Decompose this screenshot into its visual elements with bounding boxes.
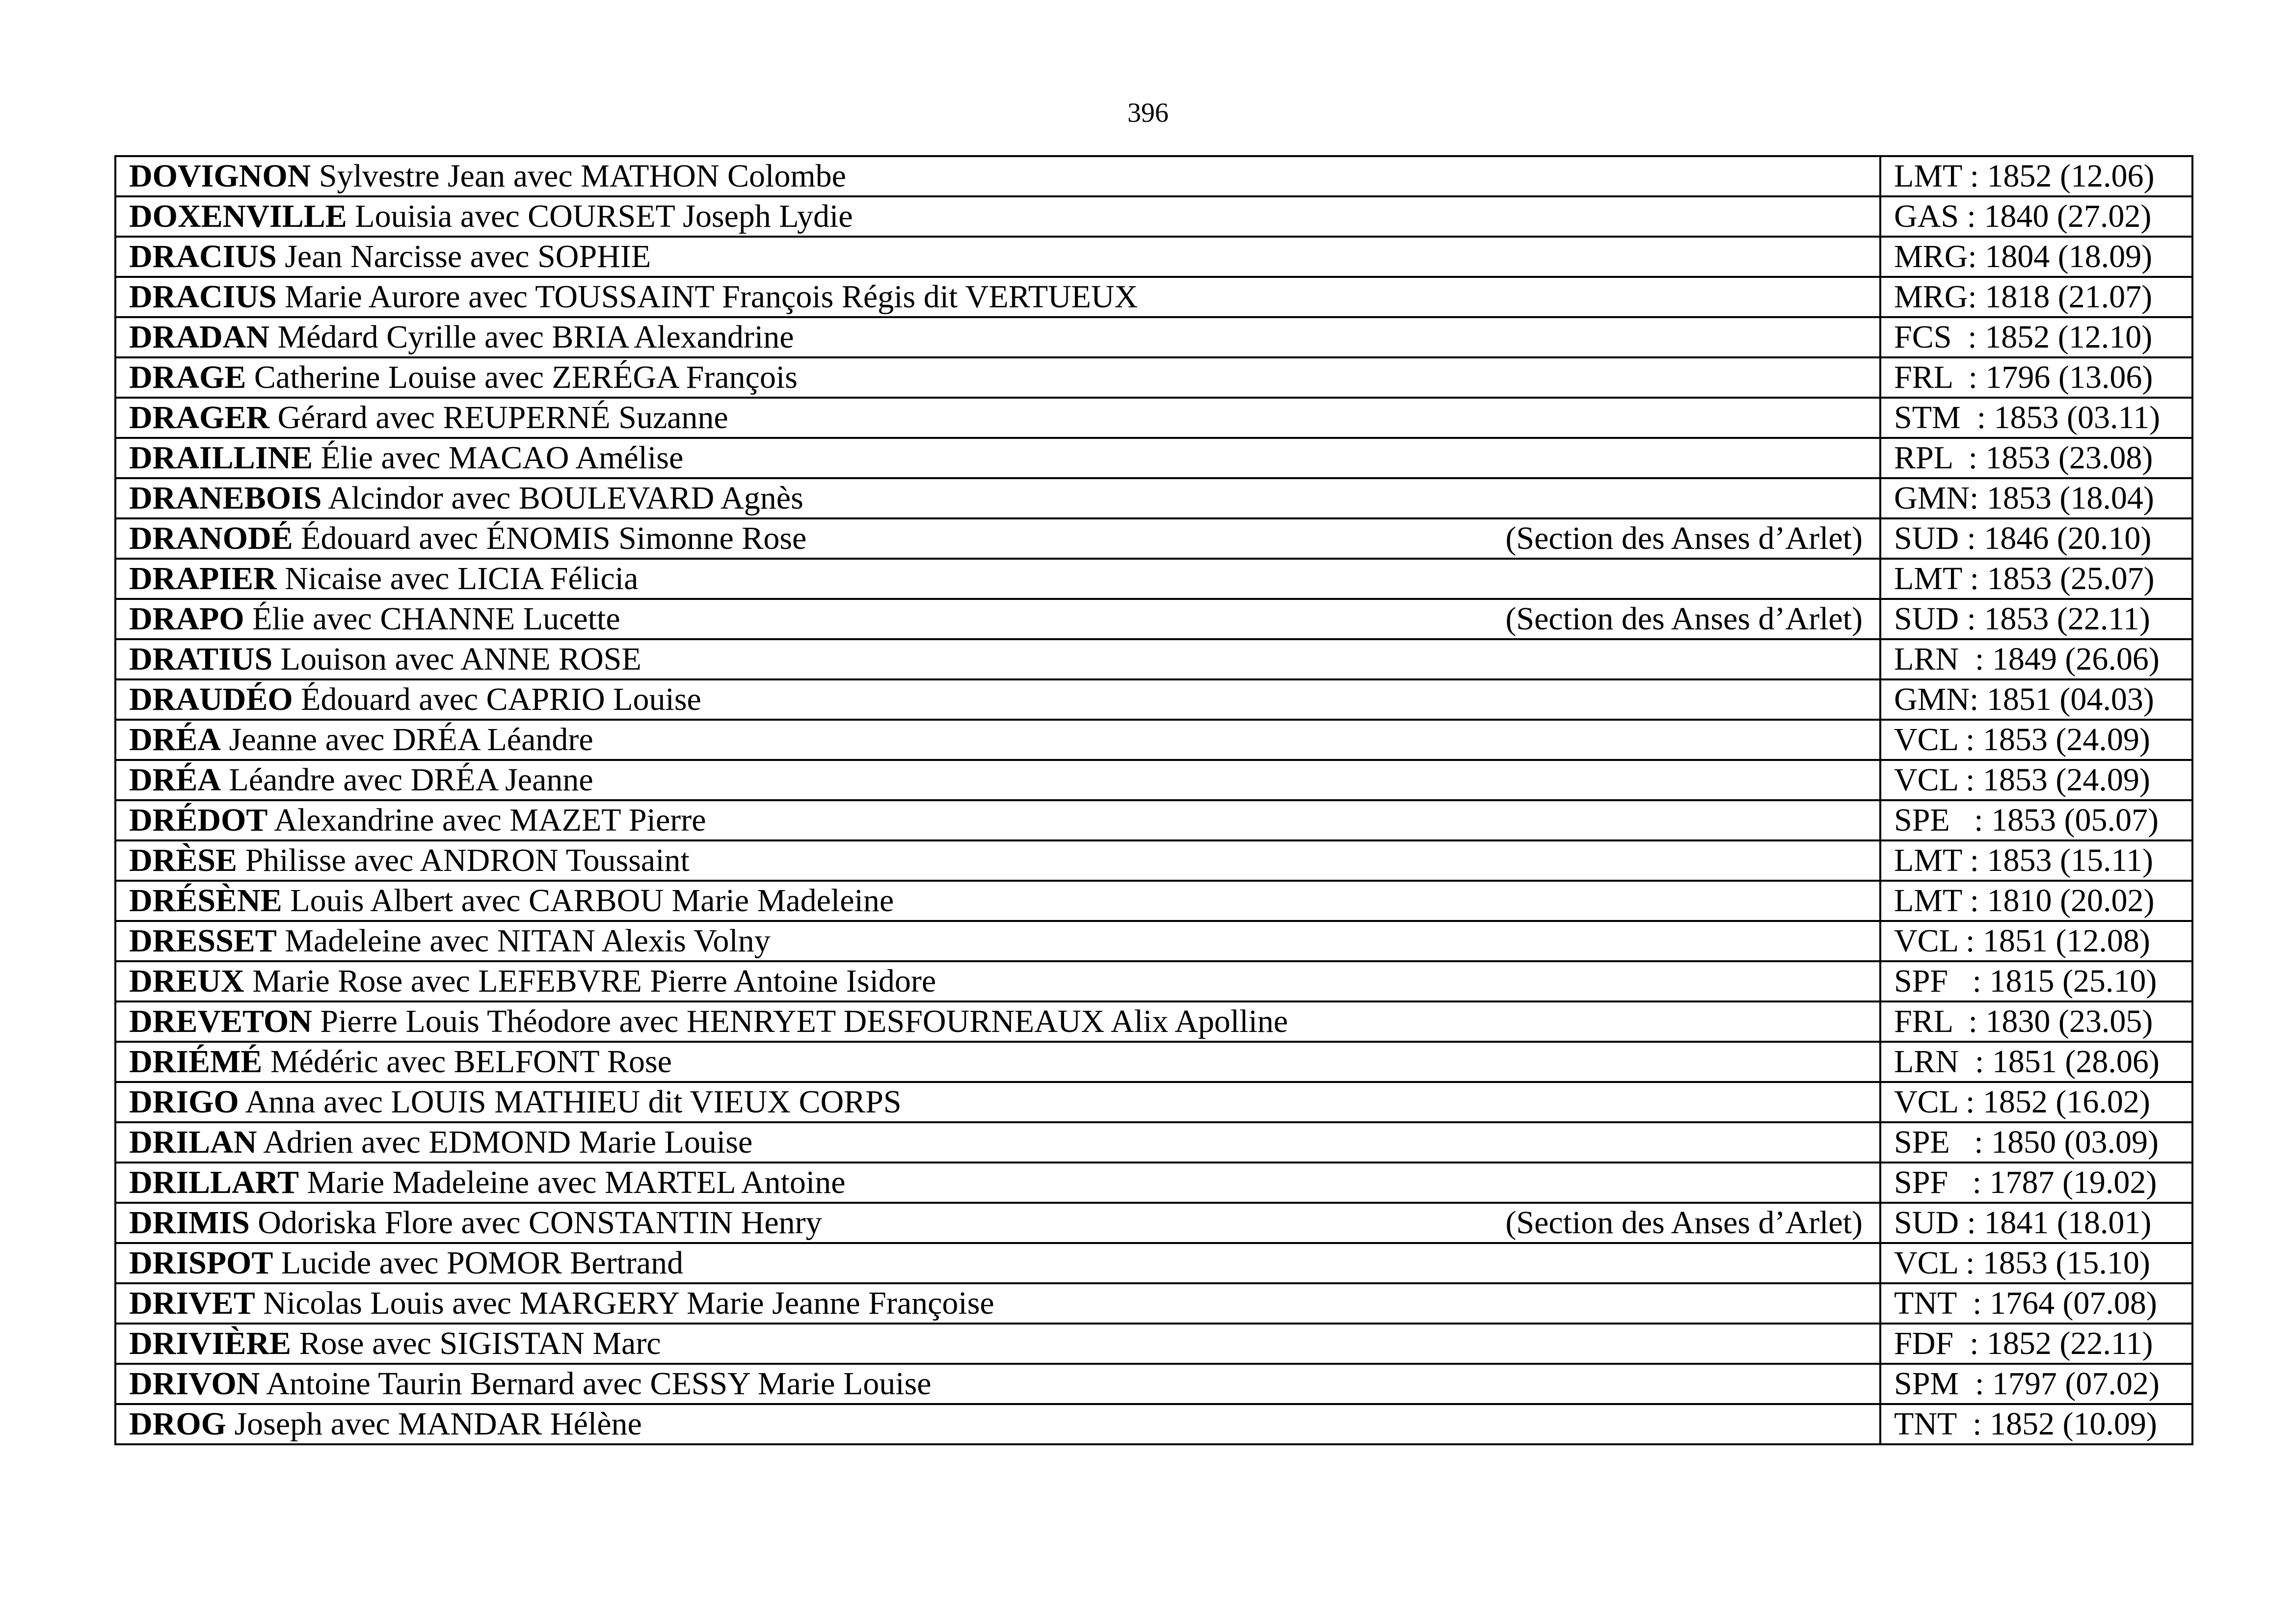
given-names-and-spouse: Rose avec SIGISTAN Marc: [291, 1325, 661, 1361]
parish-date-reference: SUD : 1846 (20.10): [1880, 518, 2192, 559]
given-names-and-spouse: Adrien avec EDMOND Marie Louise: [257, 1124, 753, 1160]
table-row: [115, 800, 2192, 840]
surname: DRAUDÉO: [129, 681, 293, 717]
couple-names-cell: [115, 398, 1880, 438]
given-names-and-spouse: Nicolas Louis avec MARGERY Marie Jeanne Françoise: [255, 1285, 994, 1321]
surname: DRIVIÈRE: [129, 1325, 292, 1361]
table-row: [115, 1364, 2192, 1404]
couple-names: [129, 1244, 1867, 1282]
surname: DRÈSE: [129, 842, 238, 878]
parish-date-reference: FRL : 1796 (13.06): [1880, 357, 2192, 398]
table-row: [115, 1283, 2192, 1324]
table-row: [115, 357, 2192, 398]
parish-date-reference: VCL : 1851 (12.08): [1880, 921, 2192, 961]
table-row: [115, 679, 2192, 720]
couple-names: [129, 319, 1867, 356]
table-row: [115, 277, 2192, 317]
surname: DOVIGNON: [129, 158, 311, 194]
parish-date-reference: SPE : 1853 (05.07): [1880, 800, 2192, 840]
couple-names: [129, 560, 1867, 597]
couple-text: [129, 1204, 822, 1242]
parish-date-reference: VCL : 1852 (16.02): [1880, 1082, 2192, 1122]
table-row: [115, 1203, 2192, 1243]
couple-text: [129, 1043, 672, 1081]
couple-names-cell: [115, 478, 1880, 518]
surname: DRAGER: [129, 400, 270, 435]
couple-names: [129, 399, 1867, 436]
couple-names: [129, 1003, 1867, 1040]
couple-text: [129, 600, 620, 638]
table-row: [115, 1404, 2192, 1444]
couple-names-cell: [115, 1324, 1880, 1364]
surname: DRILAN: [129, 1124, 257, 1160]
couple-names: [129, 1083, 1867, 1121]
parish-date-reference: FDF : 1852 (22.11): [1880, 1324, 2192, 1364]
surname: DRÉA: [129, 762, 221, 798]
given-names-and-spouse: Alcindor avec BOULEVARD Agnès: [321, 480, 803, 516]
parish-date-reference: LRN : 1849 (26.06): [1880, 639, 2192, 679]
couple-names: [129, 439, 1867, 477]
surname: DRADAN: [129, 319, 269, 355]
couple-names-cell: [115, 1001, 1880, 1042]
given-names-and-spouse: Joseph avec MANDAR Hélène: [226, 1406, 642, 1442]
given-names-and-spouse: Madeleine avec NITAN Alexis Volny: [276, 923, 771, 959]
table-row: [115, 921, 2192, 961]
surname: DRESSET: [129, 923, 277, 959]
surname: DREVETON: [129, 1003, 312, 1039]
given-names-and-spouse: Élie avec MACAO Amélise: [313, 440, 684, 476]
marriage-register-table: [114, 155, 2193, 1445]
given-names-and-spouse: Philisse avec ANDRON Toussaint: [237, 842, 690, 878]
table-row: [115, 1042, 2192, 1082]
parish-date-reference: MRG: 1818 (21.07): [1880, 277, 2192, 317]
couple-text: [129, 842, 690, 879]
table-row: [115, 1243, 2192, 1283]
couple-names: [129, 1406, 1867, 1443]
surname: DRIVET: [129, 1285, 255, 1321]
table-row: [115, 961, 2192, 1001]
given-names-and-spouse: Alexandrine avec MAZET Pierre: [267, 802, 706, 838]
couple-text: [129, 319, 794, 356]
couple-names: [129, 198, 1867, 235]
couple-names-cell: [115, 1364, 1880, 1404]
surname: DREUX: [129, 963, 244, 999]
table-row: [115, 478, 2192, 518]
given-names-and-spouse: Marie Madeleine avec MARTEL Antoine: [299, 1164, 846, 1200]
couple-text: [129, 1003, 1288, 1040]
given-names-and-spouse: Jeanne avec DRÉA Léandre: [221, 722, 593, 757]
couple-names: [129, 1124, 1867, 1161]
table-row: [115, 881, 2192, 921]
couple-names: [129, 520, 1867, 557]
surname: DRIVON: [129, 1366, 260, 1402]
table-row: [115, 156, 2192, 196]
couple-text: [129, 238, 651, 275]
couple-names-cell: [115, 156, 1880, 196]
surname: DRISPOT: [129, 1245, 273, 1281]
parish-date-reference: GMN: 1851 (04.03): [1880, 679, 2192, 720]
table-row: [115, 760, 2192, 800]
couple-text: [129, 1365, 932, 1403]
surname: DRILLART: [129, 1164, 299, 1200]
table-row: [115, 398, 2192, 438]
couple-names-cell: [115, 1404, 1880, 1444]
parish-date-reference: LMT : 1810 (20.02): [1880, 881, 2192, 921]
couple-names: [129, 721, 1867, 758]
couple-text: [129, 802, 706, 839]
couple-names: [129, 641, 1867, 678]
parish-date-reference: STM : 1853 (03.11): [1880, 398, 2192, 438]
given-names-and-spouse: Jean Narcisse avec SOPHIE: [276, 239, 651, 274]
couple-text: [129, 359, 798, 396]
parish-date-reference: MRG: 1804 (18.09): [1880, 237, 2192, 277]
given-names-and-spouse: Louisia avec COURSET Joseph Lydie: [347, 198, 853, 234]
given-names-and-spouse: Médard Cyrille avec BRIA Alexandrine: [269, 319, 794, 355]
couple-names: [129, 922, 1867, 960]
parish-date-reference: LMT : 1853 (15.11): [1880, 840, 2192, 881]
given-names-and-spouse: Pierre Louis Théodore avec HENRYET DESFOURNEAUX Alix Apolline: [312, 1003, 1288, 1039]
couple-names: [129, 1365, 1867, 1403]
couple-names: [129, 1285, 1867, 1322]
couple-text: [129, 1285, 994, 1322]
couple-names-cell: [115, 277, 1880, 317]
table-row: [115, 1082, 2192, 1122]
parish-date-reference: RPL : 1853 (23.08): [1880, 438, 2192, 478]
couple-names: [129, 359, 1867, 396]
parish-date-reference: LRN : 1851 (28.06): [1880, 1042, 2192, 1082]
table-row: [115, 840, 2192, 881]
couple-names: [129, 238, 1867, 275]
given-names-and-spouse: Marie Aurore avec TOUSSAINT François Régis dit VERTUEUX: [276, 279, 1138, 315]
given-names-and-spouse: Nicaise avec LICIA Félicia: [276, 561, 639, 596]
section-note: (Section des Anses d’Arlet): [1505, 601, 1863, 637]
parish-date-reference: SPF : 1787 (19.02): [1880, 1163, 2192, 1203]
surname: DRANEBOIS: [129, 480, 322, 516]
couple-names-cell: [115, 760, 1880, 800]
surname: DRÉDOT: [129, 802, 268, 838]
couple-text: [129, 681, 701, 718]
couple-text: [129, 399, 728, 436]
couple-names: [129, 1325, 1867, 1362]
parish-date-reference: FCS : 1852 (12.10): [1880, 317, 2192, 357]
surname: DRATIUS: [129, 641, 273, 677]
given-names-and-spouse: Édouard avec CAPRIO Louise: [293, 681, 701, 717]
surname: DRANODÉ: [129, 520, 293, 556]
table-row: [115, 1122, 2192, 1163]
given-names-and-spouse: Élie avec CHANNE Lucette: [244, 601, 620, 637]
couple-names-cell: [115, 1122, 1880, 1163]
surname: DRAPO: [129, 601, 244, 637]
couple-names-cell: [115, 599, 1880, 639]
couple-names: [129, 1043, 1867, 1081]
couple-text: [129, 721, 593, 758]
given-names-and-spouse: Anna avec LOUIS MATHIEU dit VIEUX CORPS: [239, 1084, 902, 1120]
couple-text: [129, 439, 683, 477]
couple-names-cell: [115, 679, 1880, 720]
parish-date-reference: TNT : 1764 (07.08): [1880, 1283, 2192, 1324]
table-row: [115, 196, 2192, 237]
couple-names: [129, 600, 1867, 638]
surname: DRÉA: [129, 722, 221, 757]
couple-text: [129, 963, 936, 1000]
couple-names-cell: [115, 196, 1880, 237]
given-names-and-spouse: Catherine Louise avec ZERÉGA François: [246, 359, 798, 395]
couple-text: [129, 922, 771, 960]
couple-names-cell: [115, 800, 1880, 840]
table-row: [115, 1324, 2192, 1364]
couple-text: [129, 1083, 902, 1121]
surname: DRÉSÈNE: [129, 883, 282, 919]
couple-names: [129, 802, 1867, 839]
parish-date-reference: VCL : 1853 (24.09): [1880, 720, 2192, 760]
page-number: 396: [1127, 98, 1169, 128]
couple-names-cell: [115, 518, 1880, 559]
couple-names-cell: [115, 1082, 1880, 1122]
register-body: [115, 156, 2192, 1444]
parish-date-reference: GMN: 1853 (18.04): [1880, 478, 2192, 518]
couple-text: [129, 560, 638, 597]
given-names-and-spouse: Lucide avec POMOR Bertrand: [273, 1245, 684, 1281]
parish-date-reference: SUD : 1853 (22.11): [1880, 599, 2192, 639]
parish-date-reference: SPM : 1797 (07.02): [1880, 1364, 2192, 1404]
couple-text: [129, 641, 641, 678]
couple-names-cell: [115, 961, 1880, 1001]
couple-names: [129, 681, 1867, 718]
couple-text: [129, 761, 593, 799]
couple-text: [129, 1244, 683, 1282]
parish-date-reference: GAS : 1840 (27.02): [1880, 196, 2192, 237]
surname: DROG: [129, 1406, 226, 1442]
surname: DRIMIS: [129, 1205, 250, 1241]
parish-date-reference: VCL : 1853 (15.10): [1880, 1243, 2192, 1283]
couple-names: [129, 882, 1867, 920]
given-names-and-spouse: Médéric avec BELFONT Rose: [262, 1044, 672, 1080]
couple-names-cell: [115, 357, 1880, 398]
surname: DOXENVILLE: [129, 198, 347, 234]
section-note: (Section des Anses d’Arlet): [1505, 1205, 1863, 1241]
parish-date-reference: LMT : 1852 (12.06): [1880, 156, 2192, 196]
table-row: [115, 1163, 2192, 1203]
couple-names-cell: [115, 639, 1880, 679]
table-row: [115, 438, 2192, 478]
couple-names-cell: [115, 921, 1880, 961]
couple-names: [129, 1204, 1867, 1242]
couple-names-cell: [115, 1163, 1880, 1203]
couple-text: [129, 480, 803, 517]
couple-text: [129, 1325, 661, 1362]
given-names-and-spouse: Odoriska Flore avec CONSTANTIN Henry: [249, 1205, 822, 1241]
couple-names: [129, 963, 1867, 1000]
couple-text: [129, 158, 846, 195]
given-names-and-spouse: Louis Albert avec CARBOU Marie Madeleine: [282, 883, 894, 919]
couple-names-cell: [115, 1203, 1880, 1243]
couple-text: [129, 1164, 846, 1201]
given-names-and-spouse: Édouard avec ÉNOMIS Simonne Rose: [293, 520, 807, 556]
couple-names-cell: [115, 840, 1880, 881]
surname: DRAILLINE: [129, 440, 313, 476]
given-names-and-spouse: Louison avec ANNE ROSE: [272, 641, 641, 677]
couple-names-cell: [115, 559, 1880, 599]
couple-text: [129, 520, 806, 557]
couple-text: [129, 1406, 642, 1443]
couple-names-cell: [115, 881, 1880, 921]
couple-names: [129, 278, 1867, 316]
couple-names-cell: [115, 317, 1880, 357]
couple-text: [129, 1124, 752, 1161]
table-row: [115, 518, 2192, 559]
couple-names-cell: [115, 720, 1880, 760]
table-row: [115, 599, 2192, 639]
parish-date-reference: FRL : 1830 (23.05): [1880, 1001, 2192, 1042]
surname: DRIGO: [129, 1084, 239, 1120]
couple-text: [129, 198, 853, 235]
table-row: [115, 317, 2192, 357]
couple-text: [129, 882, 894, 920]
couple-text: [129, 278, 1138, 316]
parish-date-reference: SPF : 1815 (25.10): [1880, 961, 2192, 1001]
parish-date-reference: LMT : 1853 (25.07): [1880, 559, 2192, 599]
given-names-and-spouse: Antoine Taurin Bernard avec CESSY Marie Louise: [260, 1366, 932, 1402]
table-row: [115, 720, 2192, 760]
table-row: [115, 237, 2192, 277]
parish-date-reference: TNT : 1852 (10.09): [1880, 1404, 2192, 1444]
couple-names-cell: [115, 1042, 1880, 1082]
couple-names: [129, 158, 1867, 195]
parish-date-reference: SUD : 1841 (18.01): [1880, 1203, 2192, 1243]
couple-names-cell: [115, 237, 1880, 277]
couple-names: [129, 842, 1867, 879]
couple-names: [129, 480, 1867, 517]
table-row: [115, 1001, 2192, 1042]
surname: DRACIUS: [129, 279, 277, 315]
couple-names: [129, 761, 1867, 799]
section-note: (Section des Anses d’Arlet): [1505, 520, 1863, 556]
parish-date-reference: SPE : 1850 (03.09): [1880, 1122, 2192, 1163]
surname: DRIÉMÉ: [129, 1044, 263, 1080]
table-row: [115, 559, 2192, 599]
given-names-and-spouse: Sylvestre Jean avec MATHON Colombe: [311, 158, 846, 194]
couple-names-cell: [115, 1283, 1880, 1324]
surname: DRAGE: [129, 359, 246, 395]
couple-names-cell: [115, 438, 1880, 478]
parish-date-reference: VCL : 1853 (24.09): [1880, 760, 2192, 800]
couple-names-cell: [115, 1243, 1880, 1283]
surname: DRACIUS: [129, 239, 277, 274]
given-names-and-spouse: Marie Rose avec LEFEBVRE Pierre Antoine Isidore: [244, 963, 936, 999]
surname: DRAPIER: [129, 561, 277, 596]
couple-names: [129, 1164, 1867, 1201]
given-names-and-spouse: Léandre avec DRÉA Jeanne: [221, 762, 593, 798]
table-row: [115, 639, 2192, 679]
given-names-and-spouse: Gérard avec REUPERNÉ Suzanne: [269, 400, 728, 435]
